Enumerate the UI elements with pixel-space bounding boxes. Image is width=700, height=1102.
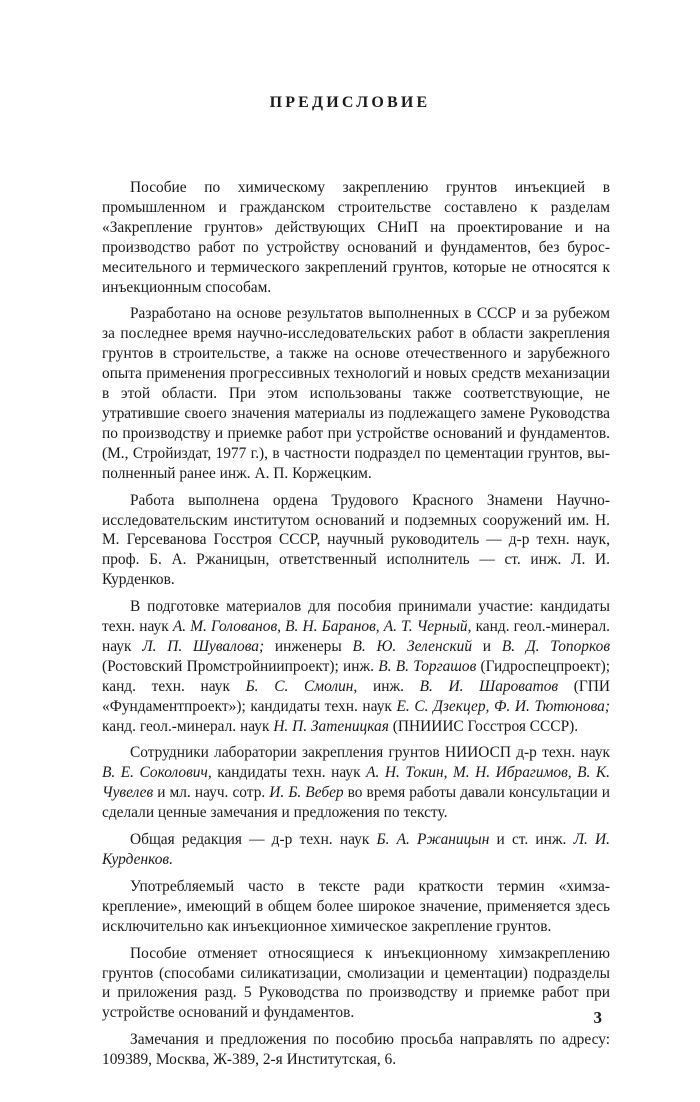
text-run: (ГПИ «Фундаментпроект»); кандидаты техн. наук bbox=[102, 677, 611, 715]
italic-name-run: А. Н. Токин, М. Н. Ибрагимов, В. К. Чувелев bbox=[102, 764, 610, 802]
page-title: ПРЕДИСЛОВИЕ bbox=[269, 94, 431, 111]
italic-name-run: Е. С. Дзекцер, Ф. И. Тютюнова; bbox=[396, 697, 610, 715]
italic-name-run: В. Д. Топорков bbox=[501, 637, 610, 655]
italic-name-run: А. М. Голованов, В. Н. Баранов, А. Т. Черный, bbox=[172, 618, 472, 636]
italic-name-run: В. И. Шароватов bbox=[419, 677, 559, 695]
text-run: Употребляемый часто в тексте ради краткости термин «химзакрепление», имеющий в общем более широкое значение, применяется здесь исключительно как инъекционное химическое закрепление грунтов. bbox=[102, 877, 610, 935]
text-run: Разработано на основе результатов выполненных в СССР и за рубежом за последнее время научно-исследовательских работ в области закрепления грунтов в строительстве, а также на основе отечественного и зарубежного опыта применения прогрессивных технологий и новых средств механизации в этой области. При этом использованы также соответствующие, не утратившие своего значения материалы из подлежащего замене Руководства по производству и приемке работ при устройстве оснований и фундаментов. (М., Стройиздат, 1977 г.), в частности подраздел по цементации грунтов, выполненный ранее инж. А. П. Коржецким. bbox=[102, 305, 610, 482]
paragraph bbox=[102, 830, 610, 870]
text-run: Пособие по химическому закреплению грунтов инъекцией в промышленном и гражданском строительстве составлено к разделам «Закрепление грунтов» действующих СНиП на проектирование и на производство работ по устройству оснований и фундаментов, без буросмесительного и термического закреплений грунтов, которые не относятся к инъекционным способам. bbox=[102, 179, 610, 296]
italic-name-run: В. В. Торгашов bbox=[378, 657, 477, 675]
italic-name-run: Н. П. Затеницкая bbox=[273, 717, 389, 735]
text-run: Общая редакция — д-р техн. наук bbox=[130, 831, 377, 849]
italic-name-run: В. Е. Соколович, bbox=[102, 764, 212, 782]
paragraph bbox=[102, 877, 610, 937]
text-run: Сотрудники лаборатории закрепления грунтов НИИОСП д-р техн. наук bbox=[130, 744, 610, 762]
paragraph bbox=[102, 178, 610, 297]
text-run: во время работы давали консультации и сделали ценные замечания и предложения по тексту. bbox=[102, 784, 610, 822]
text-run: инженеры bbox=[264, 637, 353, 655]
text-run: канд. геол.-минерал. наук bbox=[102, 618, 610, 655]
italic-name-run: В. Ю. Зеленский bbox=[352, 637, 473, 655]
text-run: и bbox=[472, 637, 502, 655]
paragraph bbox=[102, 1030, 610, 1070]
paragraph bbox=[102, 491, 610, 591]
text-run: инж. bbox=[357, 677, 420, 695]
paragraph bbox=[102, 743, 610, 823]
italic-name-run: И. Б. Вебер bbox=[269, 784, 344, 802]
text-run: Работа выполнена ордена Трудового Красного Знамени Научно-исследовательским институтом оснований и подземных сооружений им. Н. М. Герсеванова Госстроя СССР, научный руководитель — д-р техн. наук, проф. Б. А. Ржаницын, ответственный исполнитель — ст. инж. Л. И. Курденков. bbox=[102, 491, 610, 589]
italic-name-run: Б. С. Смолин, bbox=[245, 677, 358, 695]
text-run: (ПНИИИС Госстроя СССР). bbox=[388, 717, 579, 735]
italic-name-run: Л. И. Курденков. bbox=[102, 831, 610, 868]
text-run: Замечания и предложения по пособию просьба направлять по адресу: 109389, Москва, Ж-389, 2-я Институтская, 6. bbox=[102, 1031, 610, 1069]
paragraph bbox=[102, 944, 610, 1024]
text-run: (Гидроспецпроект); канд. техн. наук bbox=[102, 657, 610, 695]
page-number: 3 bbox=[593, 1008, 602, 1027]
paragraph bbox=[102, 304, 610, 483]
text-run: и ст. инж. bbox=[489, 831, 574, 849]
text-run: и мл. науч. сотр. bbox=[153, 784, 270, 802]
italic-name-run: Л. П. Шувалова; bbox=[142, 637, 265, 655]
body-text bbox=[102, 178, 610, 1077]
italic-name-run: Б. А. Ржаницын bbox=[376, 831, 490, 849]
paragraph bbox=[102, 597, 610, 736]
text-run: канд. геол.-минерал. наук bbox=[102, 717, 274, 735]
text-run: Пособие отменяет относящиеся к инъекционному химзакреплению грунтов (способами силикатизации, смолизации и цементации) подразделы и приложения разд. 5 Руководства по производству и приемке работ при устройстве оснований и фундаментов. bbox=[102, 944, 610, 1022]
text-run: (Ростовский Промстройниипроект); инж. bbox=[102, 657, 379, 675]
text-run: В подготовке материалов для пособия принимали участие: кандидаты техн. наук bbox=[102, 598, 610, 636]
text-run: кандидаты техн. наук bbox=[211, 764, 367, 782]
